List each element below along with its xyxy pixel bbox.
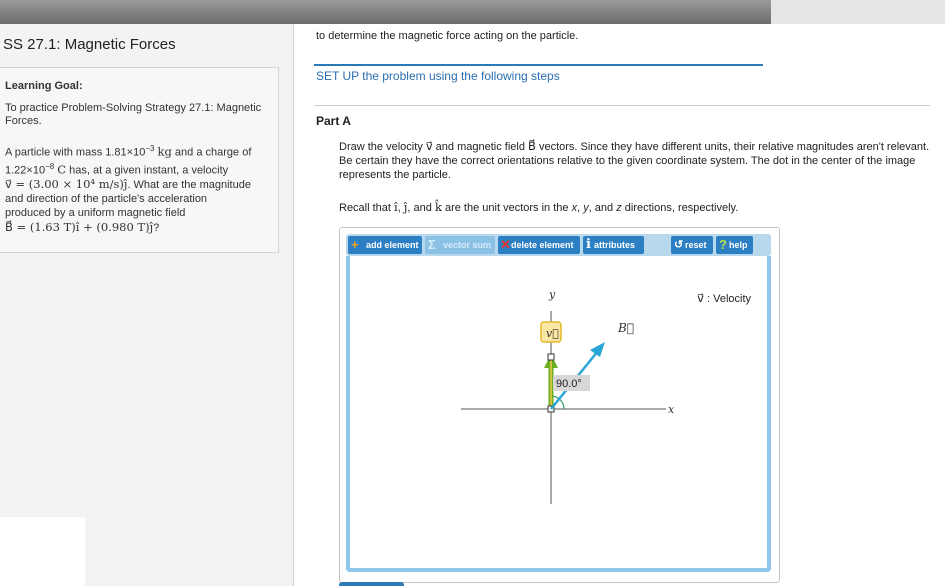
problem-mass-text: A particle with mass 1.81×10 [5, 146, 146, 159]
problem-charge-unit: C [57, 162, 67, 177]
section-divider [314, 105, 930, 106]
reset-button[interactable] [671, 236, 713, 254]
delete-element-label: delete element [511, 240, 574, 250]
recall-c1: , [577, 202, 584, 214]
vector-diagram [350, 256, 767, 568]
recall-x: x [571, 202, 578, 214]
instructions [339, 139, 934, 182]
recall-text [339, 200, 738, 214]
add-element-label: add element [366, 240, 419, 250]
add-element-button[interactable] [348, 236, 422, 254]
recall-d: directions, respectively. [621, 202, 739, 214]
reset-icon: ↺ [674, 239, 684, 251]
main-content [294, 24, 945, 586]
recall-a: Recall that [339, 202, 395, 214]
unit-k: k̂ [434, 200, 442, 214]
problem-charge-text: 1.22×10 [5, 164, 46, 177]
vector-sum-button[interactable] [425, 236, 495, 254]
instruction-text-b: and magnetic field [432, 141, 529, 153]
angle-readout: 90.0° [556, 378, 582, 390]
unit-j: ĵ [403, 200, 408, 214]
problem-text-5: produced by a uniform magnetic field [5, 207, 186, 220]
help-icon: ? [719, 237, 727, 252]
legend-symbol: v⃗ [697, 291, 704, 305]
x-axis-label: x [668, 403, 675, 416]
problem-text-1: and a charge of [174, 146, 252, 159]
tool-toolbar [346, 234, 771, 256]
help-button[interactable] [716, 236, 753, 254]
problem-text-3: . What are the magnitude [127, 179, 251, 192]
y-axis-label: y [549, 288, 556, 301]
delete-x-icon: ✕ [500, 237, 511, 252]
velocity-vector-label: v⃗ [546, 327, 559, 340]
learning-goal-heading: Learning Goal: [5, 80, 83, 92]
info-icon: i [586, 237, 591, 252]
velocity-expression: v⃗ = (3.00 × 10⁴ m/s)ĵ [5, 177, 128, 192]
setup-divider [314, 64, 763, 66]
page-title: SS 27.1: Magnetic Forces [3, 36, 176, 53]
left-panel-blank [0, 517, 85, 586]
recall-y: y [583, 202, 589, 214]
delete-element-button[interactable] [498, 236, 580, 254]
problem-charge-exponent: −8 [45, 161, 55, 171]
drawing-canvas[interactable] [346, 256, 771, 572]
vector-sum-label: vector sum [443, 240, 492, 250]
recall-z: z [616, 202, 622, 214]
learning-goal-box [0, 67, 279, 253]
field-arrowhead [590, 342, 605, 357]
recall-b: are the unit vectors in the [441, 202, 572, 214]
problem-mass-unit: kg [157, 144, 172, 159]
field-vector-label: B⃗ [618, 321, 635, 335]
attributes-button[interactable] [583, 236, 644, 254]
sigma-icon: Σ [428, 237, 436, 252]
attributes-label: attributes [594, 240, 636, 250]
instruction-field-symbol: B⃗ [528, 139, 536, 153]
intro-text: to determine the magnetic force acting on the particle. [316, 30, 579, 42]
field-expression: B⃗ = (1.63 T)î + (0.980 T)ĵ [5, 220, 154, 235]
problem-text-6: ? [153, 222, 160, 235]
problem-text-2: has, at a given instant, a velocity [69, 164, 229, 177]
problem-mass-exponent: −3 [145, 144, 155, 153]
plus-icon: + [351, 237, 359, 252]
instruction-text-c: vectors. Since they have different units, their relative magnitudes aren't relevant. Be certain they have the correct orientations relative to the given coordinate system. The dot in the center of the image represents the particle. [339, 141, 930, 181]
part-label: Part A [316, 114, 351, 128]
vector-drawing-tool [339, 227, 780, 583]
submit-button-edge[interactable] [339, 582, 404, 586]
learning-goal-text: To practice Problem-Solving Strategy 27.1: Magnetic Forces. [5, 102, 262, 127]
recall-c2: , and [588, 202, 617, 214]
recall-sep-1: , [397, 202, 404, 214]
setup-heading: SET UP the problem using the following steps [316, 69, 560, 83]
unit-i: î [394, 200, 398, 214]
velocity-handle[interactable] [548, 354, 554, 360]
browser-top-bar [0, 0, 771, 25]
legend-text: : Velocity [703, 293, 751, 305]
recall-sep-2: , and [407, 202, 435, 214]
problem-statement [5, 142, 273, 235]
problem-text-4: and direction of the particle's acceleration [5, 193, 208, 206]
reset-label: reset [685, 240, 707, 250]
instruction-text-a: Draw the velocity [339, 141, 426, 153]
help-label: help [729, 240, 748, 250]
instruction-velocity-symbol: v⃗ [425, 139, 433, 153]
